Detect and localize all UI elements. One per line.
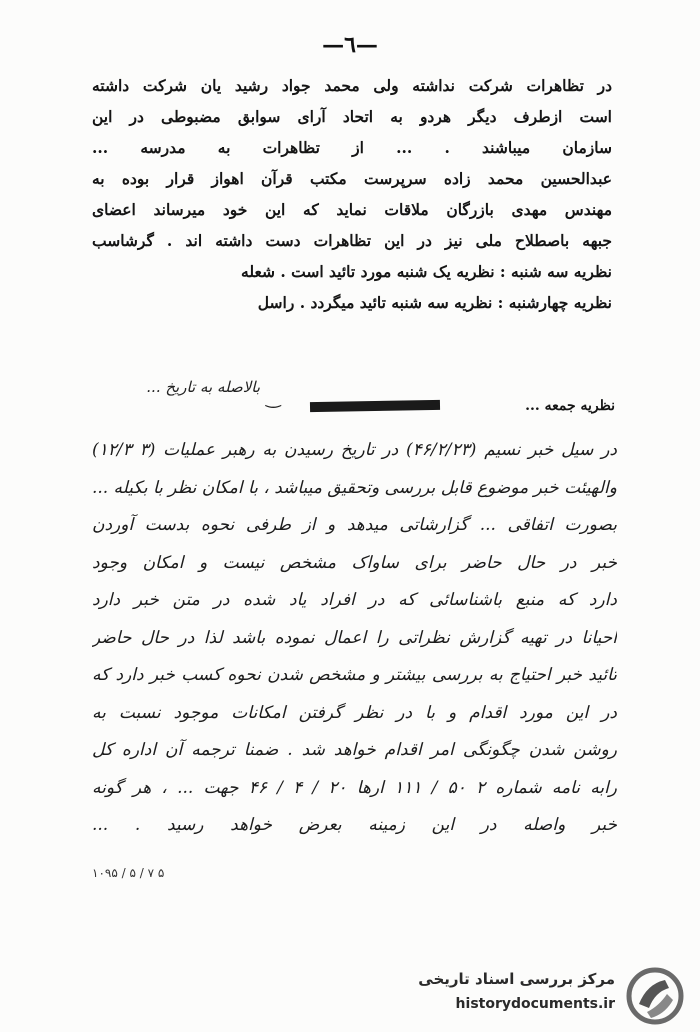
watermark: [415, 966, 695, 1026]
handwritten-line: خبر واصله در این زمینه بعرض خواهد رسید . ...: [92, 815, 617, 835]
typed-line: است ازطرف دیگر هردو به اتحاد آرای سوابق مضبوطی در این: [92, 107, 612, 126]
handwritten-line: تائید خبر احتیاج به بررسی بیشتر و مشخص شدن نحوه کسب خبر دارد که: [92, 665, 617, 685]
watermark-url: historydocuments.ir: [455, 996, 615, 1012]
handwritten-line: خبر در حال حاضر برای ساواک مشخص نیست و امکان وجود: [92, 552, 617, 573]
typed-report-text: [92, 70, 612, 318]
typed-line: جبهه باصطلاح ملی نیز در این تظاهرات دست داشته اند . گرشاسب: [92, 231, 612, 250]
handwritten-line: روشن شدن چگونگی امر اقدام خواهد شد . ضمنا ترجمه آن اداره کل: [92, 740, 617, 760]
archive-logo-icon: [625, 966, 685, 1026]
handwritten-annotation: [92, 432, 617, 845]
typed-line: در تظاهرات شرکت نداشته ولی محمد جواد رشید یان شرکت داشته: [92, 76, 612, 95]
handwritten-line: بصورت اتفاقی ... گزارشاتی میدهد و از طرفی نحوه بدست آوردن: [92, 515, 617, 535]
handwritten-line: در این مورد اقدام و با در نظر گرفتن امکانات موجود نسبت به: [92, 702, 617, 723]
file-reference-number: ۱۰۹۵ / ۵ / ۷ ۵: [92, 866, 165, 880]
page-number: —٦—: [322, 32, 378, 58]
typed-line: نظریه چهارشنبه : نظریه سه شنبه تائید میگردد . راسل: [257, 293, 612, 312]
handwritten-line: در سیل خبر نسیم (۴۶/۲/۲۳) در تاریخ رسیدن به رهبر عملیات (۳ ۱۲/۳): [92, 440, 617, 460]
typed-line: عبدالحسین محمد زاده سرپرست مکتب قرآن اهواز قرار بوده به: [92, 169, 612, 188]
handwritten-line: احیانا در تهیه گزارش نظراتی را اعمال نموده باشد لذا در حال حاضر: [92, 627, 617, 648]
handwritten-tick-mark: ‿: [266, 388, 281, 409]
typed-line: نظریه سه شنبه : نظریه یک شنبه مورد تائید است . شعله: [241, 262, 612, 281]
handwritten-header-note: بالاصله به تاریخ ...: [146, 378, 260, 396]
typed-line-partially-redacted: نظریه جمعه ...: [525, 398, 615, 414]
handwritten-line: والهیئت خبر موضوع قابل بررسی وتحقیق میباشد ، با امکان نظر با بکیله ...: [92, 477, 617, 498]
typed-line: سازمان میباشند . ... از تظاهرات به مدرسه ...: [92, 138, 612, 157]
watermark-title: مرکز بررسی اسناد تاریخی: [418, 970, 615, 988]
handwritten-line: دارد که منبع باشناسائی که در افراد یاد شده در متن خبر دارد: [92, 590, 617, 610]
handwritten-line: رابه نامه شماره ۲ ۵۰ / ۱۱۱ ارها ۲۰ / ۴ / ۴۶ جهت ... ، هر گونه: [92, 777, 617, 798]
typed-line: مهندس مهدی بازرگان ملاقات نماید که این خود میرساند اعضای: [92, 200, 612, 219]
